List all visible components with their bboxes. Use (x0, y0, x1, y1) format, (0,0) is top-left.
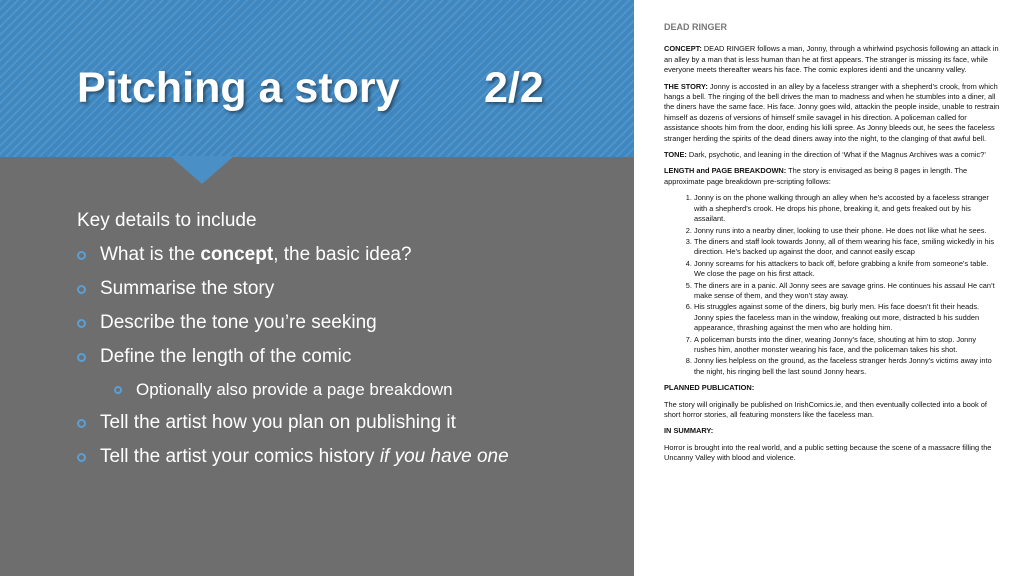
publication-heading: PLANNED PUBLICATION: (664, 383, 755, 393)
document-page-image (634, 0, 1024, 576)
slide-content (77, 210, 627, 480)
publication-paragraph: The story will originally be published on IrishComics.ie, and then eventually collected into a book of short horror stories, all featuring monsters like the faceless man. (664, 399, 987, 419)
bullet-text: Tell the artist how you plan on publishing it (100, 412, 456, 433)
list-item: 8. Jonny lies helpless on the ground, as the faceless stranger herds Jonny’s victims away into the night, his ringing bell the last sound Jonny hears. (694, 356, 1000, 377)
bullet-story (77, 278, 627, 300)
bullet-history (77, 446, 627, 468)
story-paragraph: THE STORY: Jonny is accosted in an alley by a faceless stranger with a shepherd’s crook, from which hangs a bell. The ringing of the bell drives the man to madness and when he stumbles into a diner, all the diners have the same face. His face. Jonny goes wild, attackin the people inside, unable to restrain himself as dozens of versions of himself smile savagel in his direction. A policeman called for assistance shoots him from the door, ending his killi spree. As Jonny bleeds out, he sees the faceless stranger herding the spirits of the dead diners away into the night, to the clanging of that awful bell. (664, 81, 1000, 143)
bullet-text: Tell the artist your comics history if you have one (100, 446, 509, 467)
bullet-ring-icon (77, 251, 86, 260)
list-item: 5. The diners are in a panic. All Jonny sees are savage grins. He continues his assaul He can’t make sense of them, and they won’t stay away. (694, 281, 1000, 302)
bullet-ring-icon (77, 353, 86, 362)
slide-title: Pitching a story (77, 64, 400, 112)
bullet-tone (77, 312, 627, 334)
length-paragraph: LENGTH and PAGE BREAKDOWN: The story is envisaged as being 8 pages in length. The approximate page breakdown pre-scripting follows: (664, 166, 968, 186)
bullet-text: Optionally also provide a page breakdown (136, 380, 453, 399)
bullet-text: What is the concept, the basic idea? (100, 244, 412, 265)
concept-paragraph: CONCEPT: DEAD RINGER follows a man, Jonny, through a whirlwind psychosis following an attack in an alley by a man that is less human than he at first appears. The stranger is missing its face, while everyone meets thereafter wears his face. The comic explores identi and the uncanny valley. (664, 44, 999, 75)
list-item: 1. Jonny is on the phone walking through an alley when he’s accosted by a faceless stranger with a shepherd’s crook. He drops his phone, breaking it, and gets freaked out by his assailant. (694, 193, 1000, 224)
document-title: DEAD RINGER (664, 22, 728, 32)
content-heading: Key details to include (77, 210, 257, 231)
list-item: 4. Jonny screams for his attackers to back off, before grabbing a knife from someone’s table. We close the page on his first attack. (694, 259, 1000, 280)
bullet-ring-icon (114, 386, 122, 394)
slide-number: 2/2 (484, 64, 544, 112)
list-item: 7. A policeman bursts into the diner, wearing Jonny’s face, shouting at him to stop. Jonny rushes him, another monster wearing his face, and the policeman takes his shot. (694, 335, 1000, 356)
list-item: 2. Jonny runs into a nearby diner, looking to use their phone. He does not like what he sees. (694, 226, 1000, 236)
tone-paragraph: TONE: Dark, psychotic, and leaning in the direction of ‘What if the Magnus Archives was a comic?’ (664, 150, 986, 160)
bullet-ring-icon (77, 419, 86, 428)
bullet-text: Define the length of the comic (100, 346, 352, 367)
summary-heading: IN SUMMARY: (664, 426, 714, 436)
bullet-text: Describe the tone you’re seeking (100, 312, 377, 333)
bullet-length (77, 346, 627, 368)
bullet-concept (77, 244, 627, 266)
bullet-text: Summarise the story (100, 278, 275, 299)
banner-notch (170, 156, 234, 184)
bullet-publishing (77, 412, 627, 434)
page-breakdown-list (664, 193, 1000, 377)
bullet-ring-icon (77, 285, 86, 294)
bullet-ring-icon (77, 453, 86, 462)
summary-paragraph: Horror is brought into the real world, and a public setting because the scene of a massacre filling the Uncanny Valley with blood and violence. (664, 442, 992, 463)
bullet-ring-icon (77, 319, 86, 328)
list-item: 3. The diners and staff look towards Jonny, all of them wearing his face, smiling wickedly in his direction. He’s backed up against the door, and cannot easily escap (694, 237, 1000, 258)
sub-bullet-page-breakdown (114, 380, 627, 400)
list-item: 6. His struggles against some of the diners, big burly men. His face doesn’t fit their heads. Jonny spies the faceless man in the window, freaking out more, distracted b his sudden appearance, thrashing against the men who are holding him. (694, 302, 1000, 333)
